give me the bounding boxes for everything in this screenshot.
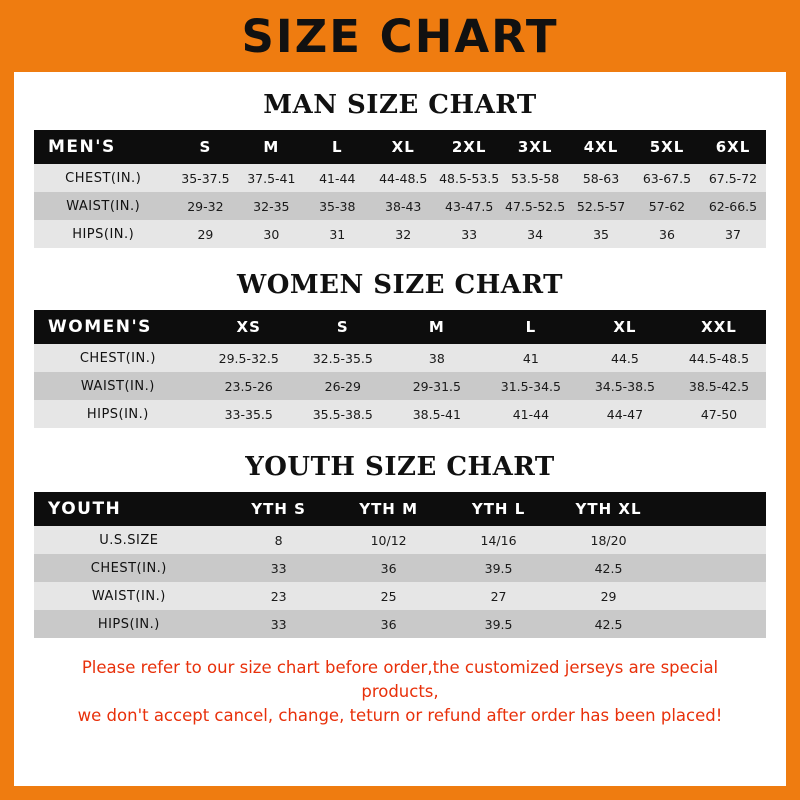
women-waist-l: 31.5-34.5 <box>484 372 578 400</box>
women-hips-xs: 33-35.5 <box>202 400 296 428</box>
women-waist-xs: 23.5-26 <box>202 372 296 400</box>
table-header-row <box>34 130 766 164</box>
men-table-head <box>34 130 766 164</box>
women-row-label-header: WOMEN'S <box>34 310 202 344</box>
youth-table-head <box>34 492 766 526</box>
men-waist-6xl: 62-66.5 <box>700 192 766 220</box>
table-row <box>34 344 766 372</box>
men-chest-s: 35-37.5 <box>172 164 238 192</box>
women-col-m: M <box>390 310 484 344</box>
women-chest-s: 32.5-35.5 <box>296 344 390 372</box>
men-chest-xl: 44-48.5 <box>370 164 436 192</box>
men-hips-3xl: 34 <box>502 220 568 248</box>
women-waist-m: 29-31.5 <box>390 372 484 400</box>
men-hips-2xl: 33 <box>436 220 502 248</box>
women-col-xl: XL <box>578 310 672 344</box>
footnote <box>34 656 766 728</box>
youth-waist-m: 25 <box>334 582 444 610</box>
bottom-accent-bar <box>0 786 800 800</box>
men-chest-m: 37.5-41 <box>238 164 304 192</box>
men-hips-4xl: 35 <box>568 220 634 248</box>
youth-ussize-label: U.S.SIZE <box>34 526 224 554</box>
youth-col-spacer <box>664 492 766 526</box>
men-size-table <box>34 130 766 248</box>
content-area <box>14 90 786 728</box>
women-chest-l: 41 <box>484 344 578 372</box>
youth-hips-xl: 42.5 <box>554 610 664 638</box>
men-col-3xl: 3XL <box>502 130 568 164</box>
table-row <box>34 220 766 248</box>
women-col-xxl: XXL <box>672 310 766 344</box>
men-col-l: L <box>304 130 370 164</box>
women-chest-m: 38 <box>390 344 484 372</box>
men-chest-4xl: 58-63 <box>568 164 634 192</box>
page-header <box>0 0 800 72</box>
youth-hips-s: 33 <box>224 610 334 638</box>
section-title-man: MAN SIZE CHART <box>263 90 537 120</box>
men-waist-s: 29-32 <box>172 192 238 220</box>
youth-col-s: YTH S <box>224 492 334 526</box>
youth-hips-label: HIPS(IN.) <box>34 610 224 638</box>
men-waist-xl: 38-43 <box>370 192 436 220</box>
youth-hips-spacer <box>664 610 766 638</box>
table-row <box>34 400 766 428</box>
youth-chest-m: 36 <box>334 554 444 582</box>
table-row <box>34 610 766 638</box>
men-chest-l: 41-44 <box>304 164 370 192</box>
men-col-m: M <box>238 130 304 164</box>
men-hips-6xl: 37 <box>700 220 766 248</box>
youth-col-m: YTH M <box>334 492 444 526</box>
men-col-4xl: 4XL <box>568 130 634 164</box>
youth-waist-l: 27 <box>444 582 554 610</box>
men-hips-s: 29 <box>172 220 238 248</box>
youth-ussize-spacer <box>664 526 766 554</box>
youth-col-xl: YTH XL <box>554 492 664 526</box>
table-row <box>34 526 766 554</box>
women-chest-xl: 44.5 <box>578 344 672 372</box>
women-chest-label: CHEST(IN.) <box>34 344 202 372</box>
youth-chest-l: 39.5 <box>444 554 554 582</box>
men-chest-2xl: 48.5-53.5 <box>436 164 502 192</box>
table-row <box>34 582 766 610</box>
men-waist-4xl: 52.5-57 <box>568 192 634 220</box>
men-col-6xl: 6XL <box>700 130 766 164</box>
women-hips-m: 38.5-41 <box>390 400 484 428</box>
section-title-women: WOMEN SIZE CHART <box>237 270 563 300</box>
youth-chest-xl: 42.5 <box>554 554 664 582</box>
footnote-line-1: Please refer to our size chart before order,the customized jerseys are special products, <box>81 658 719 701</box>
men-chest-6xl: 67.5-72 <box>700 164 766 192</box>
men-chest-label: CHEST(IN.) <box>34 164 172 192</box>
table-header-row <box>34 492 766 526</box>
men-col-5xl: 5XL <box>634 130 700 164</box>
table-row <box>34 554 766 582</box>
women-col-xs: XS <box>202 310 296 344</box>
table-header-row <box>34 310 766 344</box>
youth-col-l: YTH L <box>444 492 554 526</box>
men-chest-5xl: 63-67.5 <box>634 164 700 192</box>
women-hips-label: HIPS(IN.) <box>34 400 202 428</box>
women-col-s: S <box>296 310 390 344</box>
men-waist-label: WAIST(IN.) <box>34 192 172 220</box>
women-hips-xl: 44-47 <box>578 400 672 428</box>
women-waist-s: 26-29 <box>296 372 390 400</box>
men-hips-label: HIPS(IN.) <box>34 220 172 248</box>
women-size-table <box>34 310 766 428</box>
women-hips-xxl: 47-50 <box>672 400 766 428</box>
women-hips-l: 41-44 <box>484 400 578 428</box>
youth-chest-spacer <box>664 554 766 582</box>
men-col-xl: XL <box>370 130 436 164</box>
youth-ussize-xl: 18/20 <box>554 526 664 554</box>
women-hips-s: 35.5-38.5 <box>296 400 390 428</box>
women-waist-xl: 34.5-38.5 <box>578 372 672 400</box>
women-waist-label: WAIST(IN.) <box>34 372 202 400</box>
men-col-s: S <box>172 130 238 164</box>
youth-waist-label: WAIST(IN.) <box>34 582 224 610</box>
youth-row-label-header: YOUTH <box>34 492 224 526</box>
men-hips-l: 31 <box>304 220 370 248</box>
men-waist-3xl: 47.5-52.5 <box>502 192 568 220</box>
men-waist-5xl: 57-62 <box>634 192 700 220</box>
youth-ussize-l: 14/16 <box>444 526 554 554</box>
men-table-body <box>34 164 766 248</box>
youth-waist-spacer <box>664 582 766 610</box>
youth-table-body <box>34 526 766 638</box>
women-chest-xxl: 44.5-48.5 <box>672 344 766 372</box>
women-col-l: L <box>484 310 578 344</box>
youth-waist-xl: 29 <box>554 582 664 610</box>
women-chest-xs: 29.5-32.5 <box>202 344 296 372</box>
men-chest-3xl: 53.5-58 <box>502 164 568 192</box>
section-title-youth: YOUTH SIZE CHART <box>245 452 555 482</box>
men-row-label-header: MEN'S <box>34 130 172 164</box>
women-waist-xxl: 38.5-42.5 <box>672 372 766 400</box>
page-title: SIZE CHART <box>241 9 559 63</box>
youth-chest-label: CHEST(IN.) <box>34 554 224 582</box>
table-row <box>34 192 766 220</box>
women-table-head <box>34 310 766 344</box>
men-hips-5xl: 36 <box>634 220 700 248</box>
youth-ussize-s: 8 <box>224 526 334 554</box>
youth-size-table <box>34 492 766 638</box>
youth-hips-l: 39.5 <box>444 610 554 638</box>
men-waist-l: 35-38 <box>304 192 370 220</box>
men-hips-m: 30 <box>238 220 304 248</box>
women-table-body <box>34 344 766 428</box>
youth-waist-s: 23 <box>224 582 334 610</box>
men-col-2xl: 2XL <box>436 130 502 164</box>
men-hips-xl: 32 <box>370 220 436 248</box>
men-waist-m: 32-35 <box>238 192 304 220</box>
table-row <box>34 372 766 400</box>
youth-ussize-m: 10/12 <box>334 526 444 554</box>
men-waist-2xl: 43-47.5 <box>436 192 502 220</box>
footnote-line-2: we don't accept cancel, change, teturn or refund after order has been placed! <box>77 705 723 725</box>
youth-chest-s: 33 <box>224 554 334 582</box>
youth-hips-m: 36 <box>334 610 444 638</box>
table-row <box>34 164 766 192</box>
